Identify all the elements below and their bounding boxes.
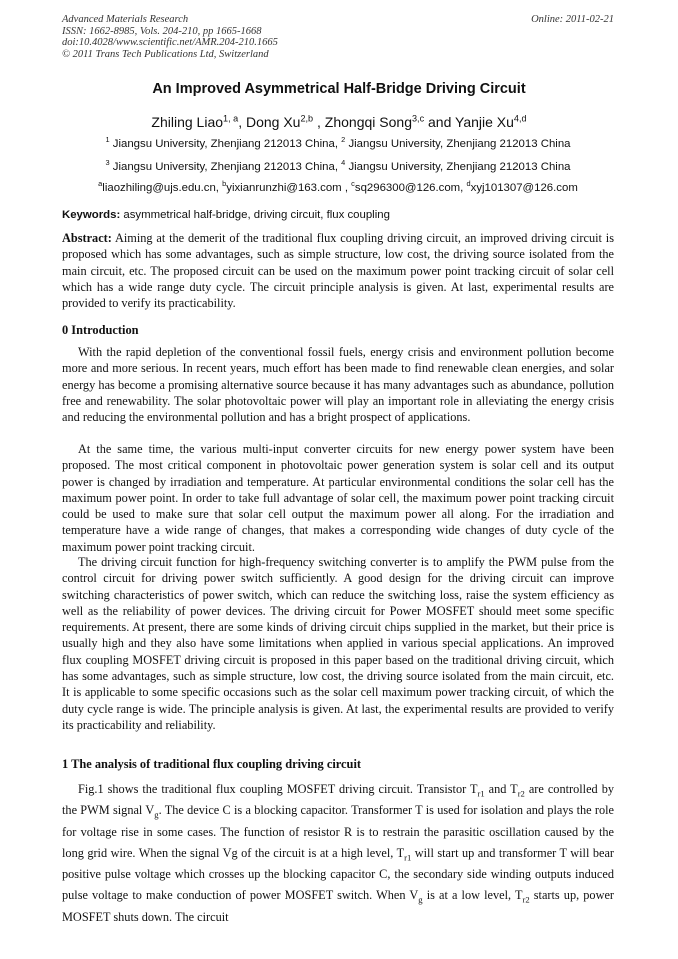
affil-sup: 3 bbox=[105, 158, 110, 168]
journal-header bbox=[62, 14, 278, 60]
author-sup: 3,c bbox=[411, 113, 425, 124]
author-sep: , bbox=[313, 114, 325, 130]
author-sup: 2,b bbox=[300, 113, 314, 124]
text-run: and T bbox=[484, 782, 518, 796]
copyright-line: © 2011 Trans Tech Publications Ltd, Switzerland bbox=[62, 48, 269, 60]
affiliation-line-1 bbox=[62, 135, 614, 150]
author-name: Dong Xu bbox=[245, 114, 301, 130]
text-run: is at a low level, T bbox=[422, 888, 523, 903]
text-run: . The device C is a blocking capacitor. Transformer T is used for isolation and plays the role for voltage rise in some cases. The function of resistor R is to restrain the parasitic oscillation caused by the long grid wire. When the signal Vg of the circuit is at a high level, T bbox=[62, 803, 615, 860]
affil-sup: 4 bbox=[341, 158, 346, 168]
subscript: r2 bbox=[522, 894, 530, 905]
journal-name: Advanced Materials Research bbox=[62, 14, 189, 25]
affil-text: Jiangsu University, Zhenjiang 212013 China, bbox=[109, 161, 342, 173]
subscript: r2 bbox=[517, 788, 525, 799]
abstract-label: Abstract: bbox=[62, 231, 112, 245]
email-line bbox=[62, 179, 614, 194]
email-sup: b bbox=[222, 179, 227, 189]
paper-title: An Improved Asymmetrical Half-Bridge Driving Circuit bbox=[152, 81, 526, 97]
author-name: Zhongqi Song bbox=[324, 114, 412, 130]
intro-paragraph-3: The driving circuit function for high-frequency switching converter is to amplify the PWM pulse from the control circuit for driving power switch sufficiently. A good design for the driving circuit can improve switching characteristics of power switch, which can reduce the switching loss, raise the system efficiency as well as the reliability of power devices. The driving circuit for Power MOSFET should meet some specific requirements. At present, there are some kinds of driving circuit chips supplied in the market, but their price is usually high and they also have some limitations when applied in various special applications. An improved flux coupling MOSFET driving circuit is proposed in this paper based on the traditional driving circuit, which has some advantages, such as simple structure, low cost, the driving source isolated from the main circuit, etc. It is applicable to some specific occasions such as the solar cell maximum power tracking circuit, of which the duty cycle range is wide. The principle analysis is given. At last, the experimental results are provided to verify its practicability and reliability. bbox=[62, 555, 614, 732]
email-text: liaozhiling@ujs.edu.cn, bbox=[102, 182, 223, 194]
affil-text: Jiangsu University, Zhenjiang 212013 China, bbox=[109, 138, 342, 150]
affil-sup: 1 bbox=[105, 135, 110, 145]
subscript: r1 bbox=[404, 852, 412, 863]
analysis-paragraph-1 bbox=[62, 779, 614, 928]
abstract-text: Aiming at the demerit of the traditional flux coupling driving circuit, an improved driving circuit is proposed which has some advantages, such as simple structure, low cost, the driving source isolated from the main circuit, etc. The proposed circuit can be used on the maximum power point tracking circuit of solar cell which has a wide range duty cycle. The circuit principle analysis is given. At last, experimental results are provided to verify its practicability. bbox=[62, 231, 614, 311]
affil-text: Jiangsu University, Zhenjiang 212013 China bbox=[345, 138, 571, 150]
text-run: will start up and transformer T will bear positive pulse voltage which crosses up the blocking capacitor C, the secondary side winding outputs induced pulse voltage to make conduction of power MOSFET switch. When V bbox=[62, 845, 614, 903]
affiliation-line-2 bbox=[62, 158, 614, 173]
affil-sup: 2 bbox=[341, 135, 346, 145]
keywords bbox=[62, 209, 390, 221]
email-sup: d bbox=[466, 179, 471, 189]
author-sep: , bbox=[238, 114, 246, 130]
subscript: r1 bbox=[477, 788, 485, 799]
author-sup: 4,d bbox=[513, 113, 527, 124]
email-text: xyj101307@126.com bbox=[470, 182, 578, 194]
text-run: Fig.1 shows the traditional flux coupling MOSFET driving circuit. Transistor T bbox=[78, 782, 478, 796]
text-run: starts up, power MOSFET shuts down. The circuit bbox=[62, 888, 615, 924]
author-sep: and bbox=[424, 114, 456, 130]
abstract bbox=[62, 230, 614, 311]
online-date: Online: 2011-02-21 bbox=[531, 14, 614, 25]
text-run: are controlled by the PWM signal V bbox=[62, 782, 614, 818]
subscript: g bbox=[154, 809, 159, 820]
author-sup: 1, a bbox=[223, 113, 239, 124]
keywords-text: asymmetrical half-bridge, driving circuit, flux coupling bbox=[120, 209, 390, 221]
author-name: Zhiling Liao bbox=[151, 114, 224, 130]
author-name: Yanjie Xu bbox=[455, 114, 514, 130]
intro-paragraph-2: At the same time, the various multi-input converter circuits for new energy power system have been proposed. The most critical component in photovoltaic power generation system is solar cell and its output power is changed by irradiation and temperature. At particular environmental conditions the solar cell has the maximum power point. In order to take full advantage of solar cell, the maximum power point tracking circuit could be used to make sure that solar cell output the maximum power all along. For the irradiation and temperature have a wide range of changes, that makes a corresponding wide changes of duty cycle of the maximum power point tracking circuit. bbox=[62, 442, 614, 554]
keywords-label: Keywords: bbox=[62, 209, 121, 221]
email-text: sq296300@126.com, bbox=[354, 182, 467, 194]
subscript: g bbox=[418, 894, 423, 905]
email-text: yixianrunzhi@163.com , bbox=[226, 182, 352, 194]
section-heading-analysis: 1 The analysis of traditional flux coupling driving circuit bbox=[62, 757, 362, 771]
doi-line: doi:10.4028/www.scientific.net/AMR.204-210.1665 bbox=[62, 37, 278, 49]
intro-paragraph-1: With the rapid depletion of the conventional fossil fuels, energy crisis and environment pollution become more and more serious. In recent years, much effort has been made to find renewable clean energies, and solar energy has become a promising alternative source because it has many advantages such as abundance, pollution free and renewability. The solar photovoltaic power will play an important role in alleviating the energy crisis and reducing the environmental pollution and has a bright prospect of applications. bbox=[62, 345, 614, 425]
author-list bbox=[0, 114, 678, 130]
email-sup: a bbox=[98, 179, 103, 189]
affil-text: Jiangsu University, Zhenjiang 212013 China bbox=[345, 161, 571, 173]
email-sup: c bbox=[351, 179, 355, 189]
issn-line: ISSN: 1662-8985, Vols. 204-210, pp 1665-1668 bbox=[62, 25, 262, 37]
section-heading-introduction: 0 Introduction bbox=[62, 323, 139, 337]
